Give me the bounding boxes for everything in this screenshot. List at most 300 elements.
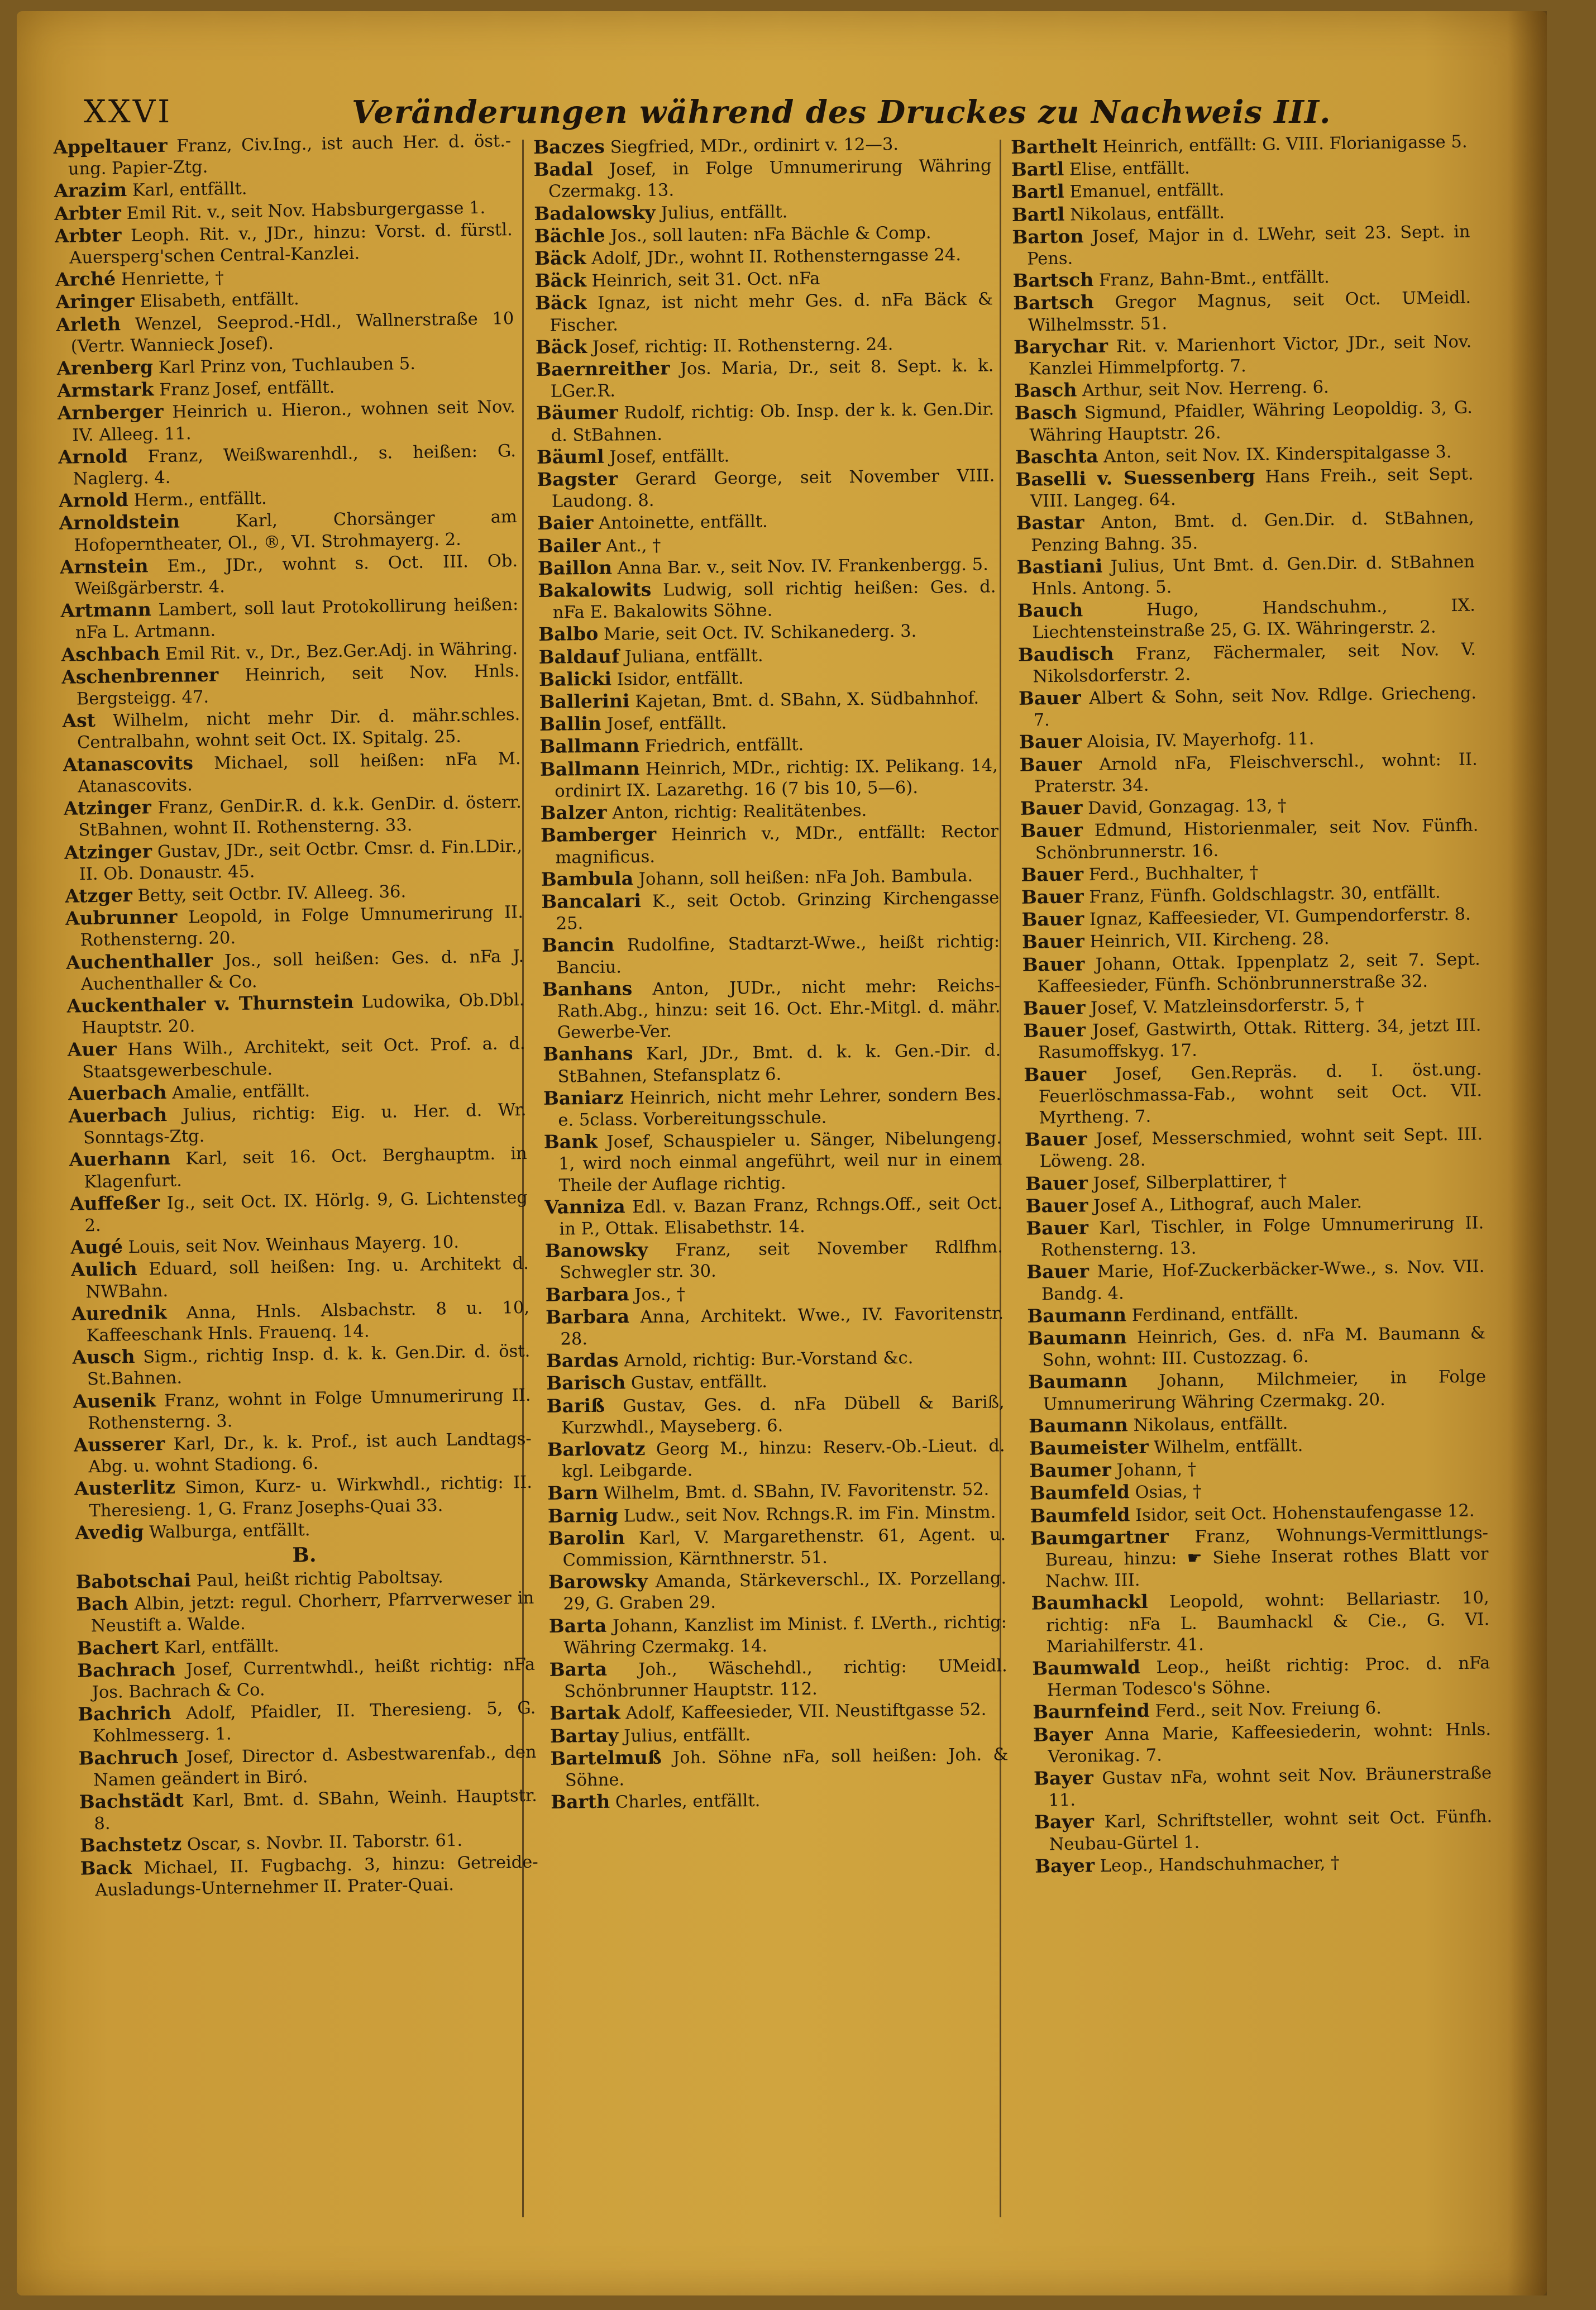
entry-surname: Banowsky — [544, 1239, 648, 1262]
entry-text: Anna, Hnls. Alsbachstr. 8 u. 10, Kaffeeschank Hnls. Frauenq. 14. — [86, 1297, 530, 1346]
entry-surname: Appeltauer — [53, 134, 168, 158]
entry-text: Julius, entfällt. — [661, 202, 788, 223]
entry-text: Karl, Bmt. d. SBahn, Weinh. Hauptstr. 8. — [94, 1786, 538, 1834]
entry-text: Leopold, in Folge Umnumerirung II. Rothensterng. 20. — [80, 903, 524, 951]
entry-text: Marie, Hof-Zuckerbäcker-Wwe., s. Nov. VII. Bandg. 4. — [1041, 1257, 1485, 1304]
entry-surname: Auerhann — [69, 1147, 171, 1171]
entry-text: Albert & Sohn, seit Nov. Rdlge. Griecheng. 7. — [1033, 683, 1477, 731]
entry-surname: Bartay — [549, 1724, 619, 1747]
entry-surname: Auerbach — [68, 1081, 167, 1105]
entry-text: Aloisia, IV. Mayerhofg. 11. — [1087, 729, 1315, 752]
entry-text: Josef, Silberplattirer, † — [1093, 1171, 1287, 1194]
entry-surname: Baumann — [1028, 1369, 1127, 1393]
entry-text: Karl, V. Margarethenstr. 61, Agent. u. Commission, Kärnthnerstr. 51. — [562, 1525, 1006, 1571]
directory-entry — [73, 1383, 531, 1434]
entry-surname: Bayer — [1034, 1854, 1095, 1877]
section-letter: B. — [292, 1543, 317, 1567]
entry-surname: Bauer — [1022, 996, 1086, 1019]
entry-text: Nikolaus, entfällt. — [1069, 203, 1225, 225]
entry-text: Lambert, soll laut Protokollirung heißen: nFa L. Artmann. — [75, 595, 519, 643]
entry-text: Juliana, entfällt. — [624, 646, 763, 667]
entry-surname: Bauer — [1021, 885, 1084, 908]
entry-text: Amanda, Stärkeverschl., IX. Porzellang. 29, G. Graben 29. — [563, 1568, 1007, 1614]
entry-text: Oscar, s. Novbr. II. Taborstr. 61. — [187, 1831, 463, 1855]
directory-entry — [64, 834, 523, 885]
entry-surname: Bamberger — [540, 823, 657, 847]
directory-entry — [56, 307, 514, 358]
entry-surname: Bauer — [1024, 1128, 1087, 1151]
entry-surname: Bäck — [534, 269, 587, 292]
entry-text: Heinrich v., MDr., entfällt: Rector magnificus. — [555, 822, 999, 868]
entry-surname: Barton — [1012, 225, 1084, 248]
entry-surname: Bäck — [534, 247, 586, 270]
entry-text: Elise, entfällt. — [1069, 158, 1190, 180]
entry-text: Gustav, JDr., seit Octbr. Cmsr. d. Fin.LDir., II. Ob. Donaustr. 45. — [79, 836, 523, 885]
entry-surname: Arnold — [58, 445, 128, 468]
entry-text: Johann, Milchmeier, in Folge Umnumerirung Währing Czermakg. 20. — [1043, 1367, 1487, 1414]
directory-entry — [66, 944, 524, 995]
entry-surname: Bayer — [1034, 1810, 1095, 1834]
entry-surname: Baumfeld — [1029, 1481, 1130, 1505]
entry-surname: Auffeßer — [69, 1191, 160, 1215]
entry-surname: Baumann — [1027, 1304, 1127, 1327]
entry-surname: Aringer — [55, 290, 135, 313]
entry-surname: Baurnfeind — [1033, 1700, 1150, 1724]
entry-surname: Bauer — [1023, 1019, 1086, 1042]
entry-text: Franz Josef, entfällt. — [159, 378, 335, 400]
directory-entry — [538, 575, 996, 624]
entry-text: Henriette, † — [121, 268, 224, 290]
entry-surname: Arleth — [55, 312, 121, 336]
directory-entry — [74, 1471, 533, 1522]
entry-surname: Arnberger — [57, 400, 164, 424]
directory-entry — [1026, 1211, 1484, 1262]
entry-surname: Bastar — [1016, 511, 1084, 534]
entry-surname: Bauer — [1019, 753, 1082, 776]
entry-surname: Arazim — [54, 179, 127, 202]
entry-text: Joh. Söhne nFa, soll heißen: Joh. & Söhne. — [565, 1745, 1009, 1791]
entry-surname: Ast — [62, 709, 96, 732]
entry-text: Karl Prinz von, Tuchlauben 5. — [158, 354, 416, 378]
entry-surname: Arché — [55, 268, 116, 291]
entry-surname: Barbara — [545, 1305, 630, 1328]
entry-text: Herm., entfällt. — [133, 489, 267, 511]
entry-text: Adolf, Kaffeesieder, VII. Neustiftgasse 52. — [625, 1700, 987, 1724]
entry-text: Adolf, JDr., wohnt II. Rothensterngasse 24. — [591, 245, 962, 269]
entry-text: Johann, soll heißen: nFa Joh. Bambula. — [638, 866, 973, 889]
entry-surname: Ausenik — [73, 1388, 156, 1412]
entry-surname: Ballmann — [539, 734, 640, 758]
entry-surname: Armstark — [56, 378, 154, 402]
entry-surname: Baernreither — [536, 357, 670, 381]
entry-surname: Bachert — [77, 1635, 159, 1659]
directory-entry — [53, 130, 512, 180]
directory-entry — [59, 505, 518, 556]
entry-surname: Bardas — [546, 1349, 619, 1372]
entry-text: Gustav, Ges. d. nFa Dübell & Bariß, Kurzwhdl., Mayseberg. 6. — [561, 1392, 1005, 1438]
entry-surname: Arenberg — [56, 356, 154, 379]
entry-text: Leop., heißt richtig: Proc. d. nFa Herman Todesco's Söhne. — [1047, 1653, 1490, 1701]
entry-text: Heinrich, entfällt: G. VIII. Florianigasse 5. — [1102, 132, 1468, 157]
entry-surname: Baumann — [1027, 1326, 1127, 1349]
entry-surname: Ballerini — [539, 690, 630, 713]
entry-surname: Austerlitz — [74, 1476, 176, 1500]
entry-surname: Atzinger — [64, 839, 152, 863]
directory-entry — [536, 398, 995, 447]
entry-surname: Barisch — [546, 1371, 626, 1395]
entry-surname: Bäuml — [536, 445, 604, 468]
entry-surname: Bäck — [535, 335, 587, 358]
directory-entry — [549, 1698, 1007, 1726]
directory-entry — [1034, 1762, 1492, 1812]
entry-surname: Barn — [547, 1482, 599, 1505]
entry-text: Sigm., richtig Insp. d. k. k. Gen.Dir. d. öst. St.Bahnen. — [87, 1342, 531, 1390]
entry-text: Anton, Bmt. d. Gen.Dir. d. StBahnen, Penzing Bahng. 35. — [1030, 508, 1474, 556]
entry-surname: Bartak — [549, 1701, 620, 1725]
directory-entry — [66, 989, 525, 1039]
entry-text: Heinrich, MDr., richtig: IX. Pelikang. 14, ordinirt IX. Lazarethg. 16 (7 bis 10, 5—6). — [555, 756, 998, 801]
entry-surname: Bauer — [1025, 1194, 1088, 1217]
entry-text: Karl, entfällt. — [164, 1636, 280, 1658]
entry-text: Friedrich, entfällt. — [644, 735, 804, 757]
entry-surname: Bauer — [1018, 686, 1081, 709]
directory-entry — [1026, 1256, 1485, 1306]
entry-text: Jos., † — [634, 1284, 686, 1305]
directory-entry — [547, 1434, 1005, 1483]
directory-entry — [543, 1083, 1002, 1132]
entry-text: Walburga, entfällt. — [149, 1520, 310, 1543]
entry-surname: Baudisch — [1017, 642, 1114, 666]
entry-surname: Aurednik — [71, 1301, 167, 1325]
entry-surname: Bauer — [1020, 796, 1083, 819]
entry-text: Betty, seit Octbr. IV. Alleeg. 36. — [137, 882, 407, 906]
directory-entry — [1024, 1058, 1483, 1129]
entry-text: Franz, Fünfh. Goldschlagstr. 30, entfällt. — [1089, 882, 1441, 908]
entry-surname: Arbter — [54, 201, 122, 225]
entry-surname: Bauer — [1020, 819, 1083, 842]
entry-text: Franz, Bahn-Bmt., entfällt. — [1098, 268, 1330, 291]
directory-entry — [1028, 1366, 1487, 1416]
entry-surname: Aschbach — [61, 642, 160, 666]
entry-surname: Badalowsky — [534, 201, 656, 225]
entry-surname: Bauer — [1021, 863, 1084, 886]
entry-text: Leoph. Rit. v., JDr., hinzu: Vorst. d. fürstl. Auersperg'schen Central-Kanzlei. — [69, 219, 513, 268]
entry-text: Franz, Wohnungs-Vermittlungs-Bureau, hinzu: ☛ Siehe Inserat rothes Blatt vor Nachw. III. — [1045, 1523, 1489, 1592]
entry-surname: Atanascovits — [63, 751, 194, 776]
entry-surname: Bachstetz — [79, 1833, 182, 1857]
entry-surname: Baillon — [537, 556, 613, 579]
directory-entry — [548, 1567, 1007, 1615]
directory-entry — [1031, 1587, 1490, 1658]
directory-entry — [533, 155, 992, 203]
directory-entry — [1019, 748, 1478, 798]
entry-text: Josef, Major in d. LWehr, seit 23. Sept. in Pens. — [1026, 222, 1470, 269]
entry-text: Isidor, seit Oct. Hohenstaufengasse 12. — [1135, 1501, 1475, 1525]
entry-text: Johann, Ottak. Ippenplatz 2, seit 7. Sept. Kaffeesieder, Fünfh. Schönbrunnerstraße 32. — [1037, 949, 1480, 997]
directory-entry — [76, 1587, 534, 1638]
entry-surname: Bakalowits — [538, 578, 652, 602]
entry-text: Karl, Chorsänger am Hofoperntheater, Ol., ®, VI. Strohmayerg. 2. — [74, 507, 518, 556]
directory-entry — [1019, 682, 1477, 732]
entry-text: Rudolf, richtig: Ob. Insp. der k. k. Gen.Dir. d. StBahnen. — [551, 399, 995, 446]
entry-text: Arnold, richtig: Bur.-Vorstand &c. — [624, 1348, 914, 1371]
directory-entry — [68, 1099, 527, 1149]
entry-text: Marie, seit Oct. IV. Schikanederg. 3. — [603, 622, 917, 645]
page-number: XXVI — [84, 94, 173, 130]
entry-text: Leopold, wohnt: Bellariastr. 10, richtig: nFa L. Baumhackl & Cie., G. VI. Mariahilferstr. 41. — [1045, 1588, 1490, 1657]
directory-entry — [544, 1192, 1003, 1240]
directory-column-2 — [533, 132, 1013, 2225]
entry-surname: Bauer — [1021, 908, 1084, 930]
entry-text: Josef, Director d. Asbestwarenfab., den Namen geändert in Biró. — [93, 1742, 537, 1791]
directory-entry — [540, 754, 998, 803]
entry-text: K., seit Octob. Grinzing Kirchengasse 25. — [556, 888, 1000, 934]
entry-text: Heinrich, nicht mehr Lehrer, sondern Bes. e. 5class. Vorbereitungsschule. — [558, 1085, 1002, 1130]
entry-surname: Barychar — [1013, 335, 1108, 358]
page-gutter-shadow — [1508, 11, 1547, 2295]
entry-surname: Barowsky — [548, 1570, 648, 1593]
directory-entry — [1025, 1123, 1483, 1173]
entry-text: Gustav nFa, wohnt seit Nov. Bräunerstraße 11. — [1048, 1763, 1492, 1811]
entry-text: Ferd., seit Nov. Freiung 6. — [1155, 1698, 1382, 1722]
entry-surname: Balzer — [540, 801, 607, 824]
directory-entry — [537, 464, 995, 513]
directory-entry — [1016, 507, 1474, 557]
directory-entry — [1032, 1652, 1490, 1702]
entry-surname: Bailer — [537, 534, 601, 557]
entry-text: Edmund, Historienmaler, seit Nov. Fünfh. Schönbrunnerstr. 16. — [1035, 815, 1479, 863]
entry-surname: Ausch — [72, 1345, 135, 1368]
entry-text: Rit. v. Marienhort Victor, JDr., seit Nov. Kanzlei Himmelpfortg. 7. — [1028, 332, 1472, 379]
entry-surname: Bartsch — [1012, 291, 1094, 314]
entry-surname: Atzinger — [63, 796, 152, 819]
directory-entry — [54, 218, 513, 269]
entry-surname: Basch — [1014, 379, 1077, 402]
entry-surname: Barnig — [547, 1504, 619, 1527]
directory-entry — [78, 1740, 537, 1791]
directory-column-3 — [1011, 131, 1498, 2226]
entry-text: Michael, II. Fugbachg. 3, hinzu: Getreide-Ausladungs-Unternehmer II. Prater-Quai. — [95, 1852, 538, 1901]
entry-surname: Augé — [70, 1235, 123, 1258]
entry-surname: Bartl — [1011, 157, 1064, 181]
entry-text: Gregor Magnus, seit Oct. UMeidl. Wilhelmsstr. 51. — [1028, 288, 1471, 336]
entry-surname: Arnoldstein — [59, 510, 180, 534]
entry-surname: Bartl — [1011, 180, 1065, 203]
entry-surname: Auer — [67, 1038, 117, 1061]
directory-entry — [1018, 638, 1476, 688]
entry-text: Simon, Kurz- u. Wirkwhdl., richtig: II. Theresieng. 1, G. Franz Josephs-Quai 33. — [89, 1473, 533, 1521]
entry-text: Josef, V. Matzleinsdorferstr. 5, † — [1090, 995, 1364, 1019]
entry-text: Heinrich, seit Nov. Hnls. Bergsteigg. 47. — [76, 661, 520, 709]
entry-surname: Bauer — [1026, 1260, 1090, 1283]
directory-column-1 — [53, 130, 544, 2225]
entry-text: Karl, Tischler, in Folge Umnumerirung II. Rothensterng. 13. — [1040, 1213, 1484, 1261]
entry-surname: Vanniza — [544, 1195, 625, 1218]
directory-entry — [541, 886, 1000, 935]
entry-surname: Auerbach — [68, 1103, 168, 1127]
entry-text: Franz, GenDir.R. d. k.k. GenDir. d. österr. StBahnen, wohnt II. Rothensterng. 33. — [78, 793, 522, 841]
entry-surname: Bank — [543, 1130, 598, 1153]
entry-text: Franz, Weißwarenhdl., s. heißen: G. Naglerg. 4. — [73, 441, 517, 489]
directory-entry — [1023, 1014, 1482, 1065]
entry-text: Amalie, entfällt. — [171, 1081, 310, 1103]
entry-text: Anna, Architekt. Wwe., IV. Favoritenstr. 28. — [560, 1304, 1004, 1349]
entry-surname: Banhans — [542, 977, 633, 1000]
entry-text: Wilhelm, entfällt. — [1154, 1435, 1303, 1458]
entry-text: Josef, entfällt. — [609, 446, 730, 467]
entry-surname: Bauer — [1025, 1171, 1088, 1195]
entry-text: Josef, in Folge Umnumerirung Währing Czermakg. 13. — [548, 156, 992, 202]
directory-columns — [53, 131, 1493, 2226]
entry-surname: Ballmann — [539, 757, 640, 780]
directory-entry — [65, 901, 524, 952]
entry-text: Ignaz, ist nicht mehr Ges. d. nFa Bäck & Fischer. — [549, 289, 993, 336]
entry-text: Siegfried, MDr., ordinirt v. 12—3. — [610, 135, 899, 157]
entry-surname: Baumwald — [1032, 1656, 1141, 1679]
directory-entry — [79, 1784, 538, 1835]
entry-surname: Bancin — [541, 933, 615, 957]
entry-surname: Bäck — [534, 292, 587, 314]
entry-surname: Bayer — [1033, 1767, 1094, 1789]
entry-text: Osias, † — [1135, 1482, 1202, 1503]
directory-entry — [64, 791, 522, 842]
entry-surname: Bächle — [534, 224, 605, 247]
directory-entry — [1017, 594, 1476, 645]
entry-text: Josef, Messerschmied, wohnt seit Sept. III. Löweng. 28. — [1039, 1124, 1483, 1172]
entry-text: Louis, seit Nov. Weinhaus Mayerg. 10. — [128, 1232, 460, 1258]
entry-text: Josef, Currentwhdl., heißt richtig: nFa Jos. Bachrach & Co. — [92, 1654, 536, 1703]
entry-text: Adolf, Pfaidler, II. Theresieng. 5, G. Kohlmesserg. 1. — [92, 1698, 536, 1746]
entry-text: Ferd., Buchhalter, † — [1088, 862, 1259, 885]
entry-surname: Bancalari — [541, 889, 642, 913]
entry-text: Karl, Schriftsteller, wohnt seit Oct. Fünfh. Neubau-Gürtel 1. — [1049, 1807, 1493, 1854]
entry-text: Franz, wohnt in Folge Umnumerirung II. Rothensterng. 3. — [87, 1385, 531, 1434]
entry-text: Emanuel, entfällt. — [1069, 180, 1225, 202]
entry-text: Wenzel, Seeprod.-Hdl., Wallnerstraße 10 (Vertr. Wannieck Josef). — [70, 308, 514, 357]
entry-text: Ludwig, soll richtig heißen: Ges. d. nFa E. Bakalowits Söhne. — [552, 577, 996, 623]
directory-entry — [1015, 397, 1473, 447]
entry-text: Franz, seit November Rdlfhm. Schwegler str. 30. — [560, 1237, 1004, 1283]
entry-text: Anton, richtig: Realitätenbes. — [612, 800, 867, 823]
entry-surname: Banhans — [542, 1042, 633, 1066]
entry-surname: Baumhackl — [1031, 1591, 1148, 1615]
entry-text: Arthur, seit Nov. Herreng. 6. — [1082, 378, 1329, 401]
entry-surname: Barta — [548, 1614, 607, 1637]
directory-entry — [549, 1611, 1007, 1659]
directory-entry — [551, 1787, 1009, 1814]
entry-surname: Bagster — [537, 467, 618, 491]
entry-text: Anna Bar. v., seit Nov. IV. Frankenbergg. 5. — [617, 555, 988, 579]
directory-entry — [1012, 220, 1470, 270]
entry-surname: Baumeister — [1029, 1435, 1149, 1459]
entry-surname: Arnstein — [59, 555, 149, 578]
entry-surname: Bartelmuß — [550, 1746, 662, 1769]
directory-entry — [1028, 1321, 1486, 1372]
entry-surname: Aulich — [70, 1258, 137, 1281]
directory-entry — [550, 1743, 1009, 1792]
directory-entry — [77, 1653, 536, 1704]
directory-entry — [542, 930, 1000, 979]
entry-surname: Basch — [1014, 401, 1078, 424]
entry-text: Sigmund, Pfaidler, Währing Leopoldig. 3, G. Währing Hauptstr. 26. — [1029, 398, 1473, 446]
entry-text: Rudolfine, Stadtarzt-Wwe., heißt richtig: Banciu. — [556, 932, 1000, 978]
entry-surname: Bachruch — [78, 1745, 179, 1769]
entry-surname: Barlovatz — [547, 1438, 646, 1461]
directory-entry — [70, 1186, 528, 1237]
entry-text: Albin, jetzt: regul. Chorherr, Pfarrverweser in Neustift a. Walde. — [90, 1588, 534, 1636]
entry-text: Johann, Kanzlist im Minist. f. LVerth., richtig: Währing Czermakg. 14. — [563, 1612, 1007, 1658]
entry-text: Joh., Wäschehdl., richtig: UMeidl. Schönbrunner Hauptstr. 112. — [563, 1656, 1007, 1702]
directory-entry — [80, 1850, 538, 1901]
entry-surname: Baczes — [533, 135, 605, 158]
directory-entry — [74, 1428, 532, 1478]
directory-entry — [72, 1340, 531, 1391]
entry-text: Wilhelm, Bmt. d. SBahn, IV. Favoritenstr. 52. — [603, 1479, 990, 1504]
directory-entry — [71, 1252, 529, 1303]
directory-entry — [545, 1235, 1004, 1284]
entry-surname: Badal — [533, 158, 594, 181]
entry-surname: Bariß — [546, 1394, 605, 1417]
directory-entry — [58, 440, 517, 490]
entry-text: Heinrich, VII. Kircheng. 28. — [1090, 929, 1330, 952]
directory-entry — [1016, 550, 1475, 600]
directory-entry — [1033, 1718, 1492, 1768]
entry-text: Antoinette, entfällt. — [598, 512, 768, 534]
entry-surname: Barta — [549, 1658, 608, 1681]
entry-text: Josef, entfällt. — [606, 713, 727, 734]
directory-entry — [541, 820, 999, 869]
entry-surname: Bastiani — [1016, 555, 1103, 578]
entry-text: Ig., seit Oct. IX. Hörlg. 9, G. Lichtensteg 2. — [84, 1187, 528, 1236]
entry-surname: Bachrich — [78, 1702, 172, 1725]
entry-text: Nikolaus, entfällt. — [1133, 1414, 1288, 1435]
entry-text: Jos. Maria, Dr., seit 8. Sept. k. k. LGer.R. — [550, 356, 994, 402]
directory-entry — [535, 288, 993, 337]
entry-text: Jos., soll heißen: Ges. d. nFa J. Auchenthaller & Co. — [80, 946, 524, 995]
entry-surname: Arbter — [54, 223, 122, 247]
entry-surname: Baselli v. Suessenberg — [1015, 465, 1255, 490]
entry-text: Isidor, entfällt. — [617, 668, 744, 690]
entry-text: Franz, Fächermaler, seit Nov. V. Nikolsdorferstr. 2. — [1033, 639, 1476, 687]
directory-entry — [1022, 948, 1480, 998]
entry-text: Gustav, entfällt. — [630, 1372, 768, 1393]
entry-surname: Bambula — [541, 867, 634, 890]
entry-surname: Arnold — [58, 489, 129, 512]
directory-entry — [544, 1127, 1002, 1196]
directory-entry — [60, 593, 519, 644]
entry-surname: Baumann — [1028, 1414, 1129, 1437]
entry-text: Elisabeth, entfällt. — [140, 289, 299, 312]
entry-text: Josef, Gastwirth, Ottak. Ritterg. 34, jetzt III. Rasumoffskyg. 17. — [1038, 1015, 1482, 1063]
entry-surname: Baumer — [1029, 1458, 1112, 1482]
directory-entry — [1030, 1521, 1489, 1593]
directory-entry — [548, 1523, 1006, 1572]
directory-entry — [78, 1697, 536, 1748]
entry-surname: Bachstädt — [79, 1789, 184, 1813]
entry-surname: Balicki — [538, 667, 612, 690]
entry-surname: Baniarz — [543, 1086, 624, 1109]
entry-surname: Bauer — [1019, 730, 1082, 753]
entry-text: Julius, Unt Bmt. d. Gen.Dir. d. StBahnen Hnls. Antong. 5. — [1031, 552, 1475, 599]
entry-surname: Back — [80, 1856, 132, 1879]
entry-surname: Barbara — [545, 1282, 629, 1306]
directory-entry — [67, 1032, 525, 1083]
entry-text: Jos., soll lauten: nFa Bächle & Comp. — [610, 223, 931, 246]
entry-text: Josef, richtig: II. Rothensterng. 24. — [592, 335, 893, 357]
entry-text: Anna Marie, Kaffeesiederin, wohnt: Hnls. Veronikag. 7. — [1048, 1719, 1492, 1767]
entry-text: Josef A., Lithograf, auch Maler. — [1093, 1192, 1363, 1216]
entry-text: Josef, Gen.Repräs. d. I. öst.ung. Feuerlöschmassa-Fab., wohnt seit Oct. VII. Myrtheng. 7. — [1038, 1059, 1483, 1128]
